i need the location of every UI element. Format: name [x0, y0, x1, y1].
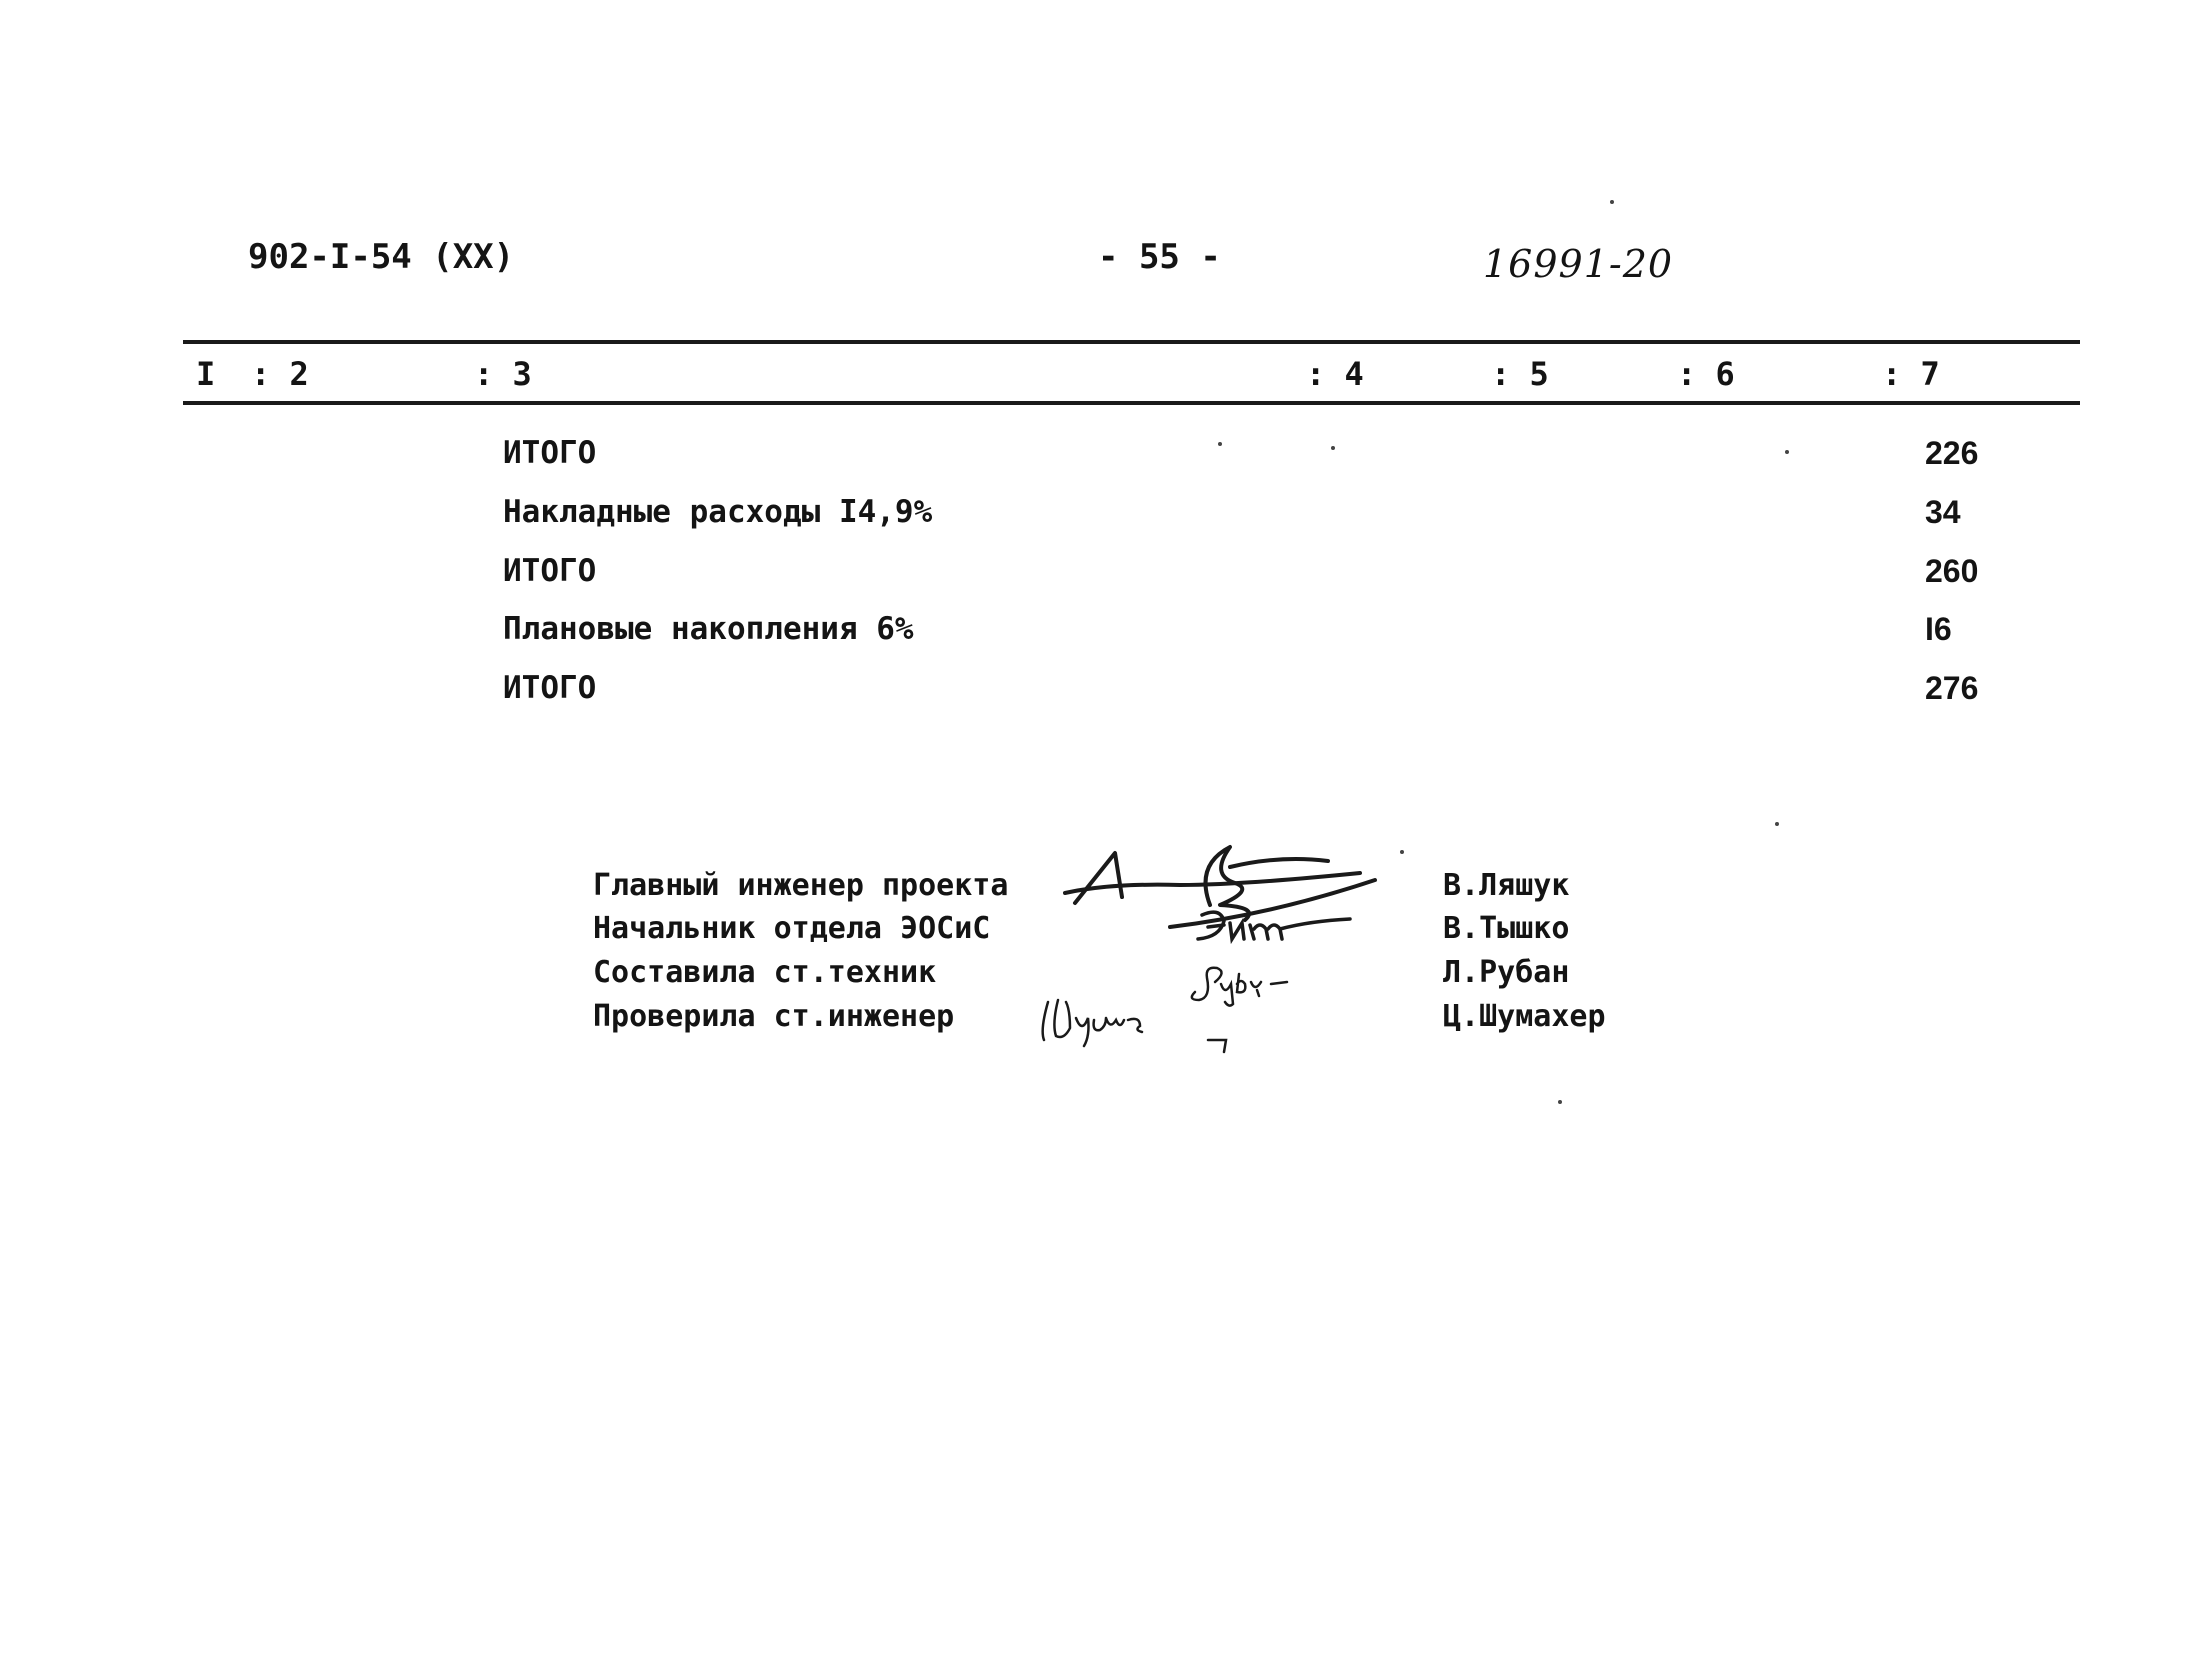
signatory-role: Составила ст.техник [593, 955, 937, 990]
row-label: Накладные расходы I4,9% [503, 494, 933, 530]
document-code: 902-I-54 (XX) [248, 237, 515, 277]
row-value: 260 [1925, 553, 1979, 589]
column-number-7: : 7 [1882, 355, 1940, 393]
column-number-4: : 4 [1306, 355, 1364, 393]
page-number: - 55 - [1098, 237, 1221, 277]
row-label: ИТОГО [503, 670, 597, 706]
table-top-rule [183, 340, 2080, 344]
scan-speck [1785, 450, 1789, 454]
scan-speck [1610, 200, 1614, 204]
column-number-6: : 6 [1677, 355, 1735, 393]
handwritten-signature-senior-engineer [1030, 990, 1230, 1060]
scan-speck [1331, 446, 1335, 450]
table-header-bottom-rule [183, 401, 2080, 405]
signatory-name: В.Тышко [1443, 911, 1570, 946]
row-value: I6 [1925, 611, 1952, 647]
signatory-name: Ц.Шумахер [1443, 999, 1606, 1034]
row-label: Плановые накопления 6% [503, 611, 914, 647]
signatory-role: Главный инженер проекта [593, 868, 1009, 903]
column-number-3: : 3 [474, 355, 532, 393]
row-value: 34 [1925, 494, 1961, 530]
signatory-name: Л.Рубан [1443, 955, 1570, 990]
handwritten-document-number: 16991-20 [1483, 242, 1674, 286]
signatory-role: Начальник отдела ЭОСиС [593, 911, 991, 946]
scan-speck [1400, 850, 1404, 854]
scan-speck [1775, 822, 1779, 826]
column-number-5: : 5 [1491, 355, 1549, 393]
scan-speck [1558, 1100, 1562, 1104]
row-label: ИТОГО [503, 435, 597, 471]
signatory-name: В.Ляшук [1443, 868, 1570, 903]
scan-speck [1218, 442, 1222, 446]
row-value: 226 [1925, 435, 1979, 471]
row-value: 276 [1925, 670, 1979, 706]
row-label: ИТОГО [503, 553, 597, 589]
column-number-2: : 2 [251, 355, 309, 393]
signatory-role: Проверила ст.инженер [593, 999, 955, 1034]
column-number-1: I [196, 355, 216, 393]
handwritten-signature-department-head [1180, 905, 1360, 950]
